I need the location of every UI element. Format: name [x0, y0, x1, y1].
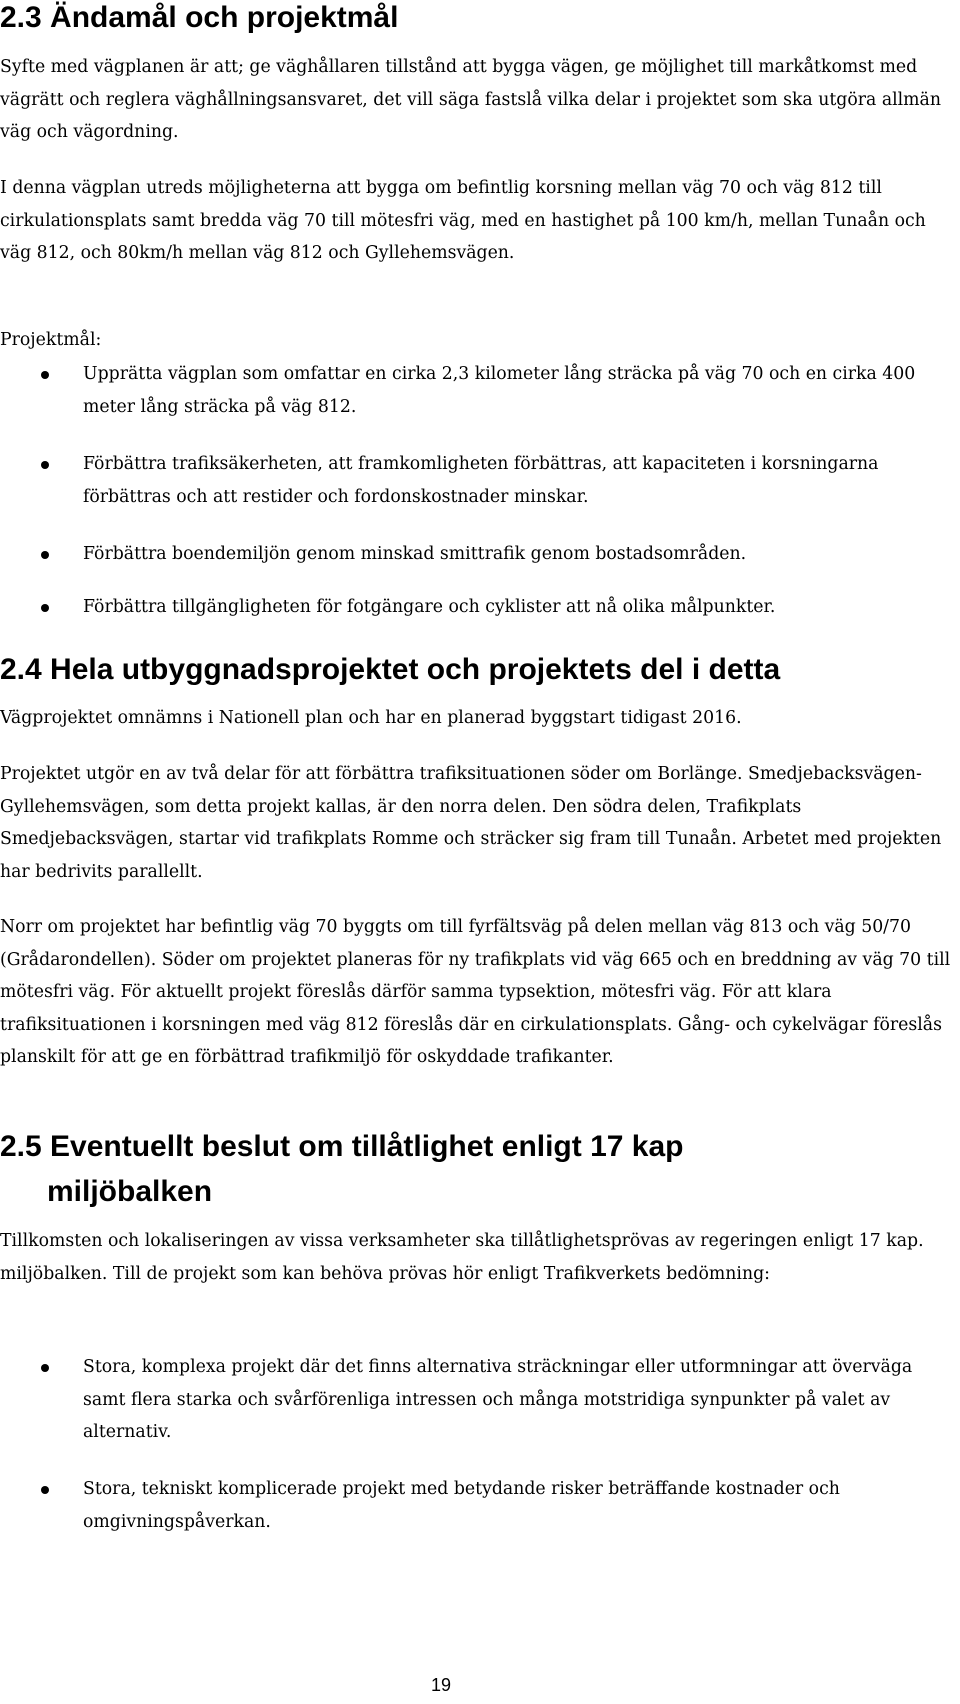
- paragraph-permissibility: Tillkomsten och lokaliseringen av vissa verksamheter ska tillåtlighetsprövas av regeringen enligt 17 kap. miljöbalken. Till de projekt som kan behöva prövas hör enligt Trafikverkets bedömning:: [0, 1231, 924, 1284]
- goal-item: Förbättra trafiksäkerheten, att framkomligheten förbättras, att kapaciteten i korsningarna förbättras och att restider och fordonskostnader minskar.: [83, 454, 879, 507]
- bullet-icon: [41, 1364, 49, 1372]
- goal-item: Upprätta vägplan som omfattar en cirka 2,3 kilometer lång sträcka på väg 70 och en cirka 400 meter lång sträcka på väg 812.: [83, 364, 916, 417]
- paragraph-national-plan: Vägprojektet omnämns i Nationell plan och har en planerad byggstart tidigast 2016.: [0, 708, 742, 728]
- section-heading-2-5: 2.5 Eventuellt beslut om tillåtlighet enligt 17 kap: [0, 1130, 684, 1163]
- paragraph-plan-description: I denna vägplan utreds möjligheterna att bygga om befintlig korsning mellan väg 70 och väg 812 till cirkulationsplats samt bredda väg 70 till mötesfri väg, med en hastighet på 100 km/h, mellan Tunaån och väg 812, och 80km/h mellan väg 812 och Gyllehemsvägen.: [0, 178, 926, 263]
- paragraph-project-parts: Projektet utgör en av två delar för att förbättra trafiksituationen söder om Borlänge. Smedjebacksvägen-Gyllehemsvägen, som detta projekt kallas, är den norra delen. Den södra delen, Trafikplats Smedjebacksvägen, startar vid trafikplats Romme och sträcker sig fram till Tunaån. Arbetet med projekten har bedrivits parallellt.: [0, 764, 942, 882]
- paragraph-surroundings: Norr om projektet har befintlig väg 70 byggts om till fyrfältsväg på delen mellan väg 813 och väg 50/70 (Grådarondellen). Söder om projektet planeras för ny trafikplats vid väg 665 och en breddning av väg 70 till mötesfri väg. För aktuellt projekt föreslås därför samma typsektion, mötesfri väg. För att klara trafiksituationen i korsningen med väg 812 föreslås där en cirkulationsplats. Gång- och cykelvägar föreslås planskilt för att ge en förbättrad trafikmiljö för oskyddade trafikanter.: [0, 917, 951, 1067]
- bullet-icon: [41, 551, 49, 559]
- goal-item: Förbättra tillgängligheten för fotgängare och cyklister att nå olika målpunkter.: [83, 597, 776, 617]
- criteria-item: Stora, tekniskt komplicerade projekt med betydande risker beträffande kostnader och omgivningspåverkan.: [83, 1479, 840, 1532]
- section-heading-2-4: 2.4 Hela utbyggnadsprojektet och projektets del i detta: [0, 653, 781, 686]
- page-number: 19: [430, 1675, 452, 1695]
- goal-item: Förbättra boendemiljön genom minskad smittrafik genom bostadsområden.: [83, 544, 747, 564]
- paragraph-purpose: Syfte med vägplanen är att; ge väghållaren tillstånd att bygga vägen, ge möjlighet till markåtkomst med vägrätt och reglera väghållningsansvaret, det vill säga fastslå vilka delar i projektet som ska utgöra allmän väg och vägordning.: [0, 57, 941, 142]
- section-heading-2-3: 2.3 Ändamål och projektmål: [0, 1, 399, 34]
- bullet-icon: [41, 371, 49, 379]
- bullet-icon: [41, 461, 49, 469]
- criteria-item: Stora, komplexa projekt där det finns alternativa sträckningar eller utformningar att överväga samt flera starka och svårförenliga intressen och många motstridiga synpunkter på valet av alternativ.: [83, 1357, 913, 1442]
- goals-label: Projektmål:: [0, 330, 102, 350]
- bullet-icon: [41, 604, 49, 612]
- section-heading-2-5-cont: miljöbalken: [47, 1175, 213, 1208]
- bullet-icon: [41, 1486, 49, 1494]
